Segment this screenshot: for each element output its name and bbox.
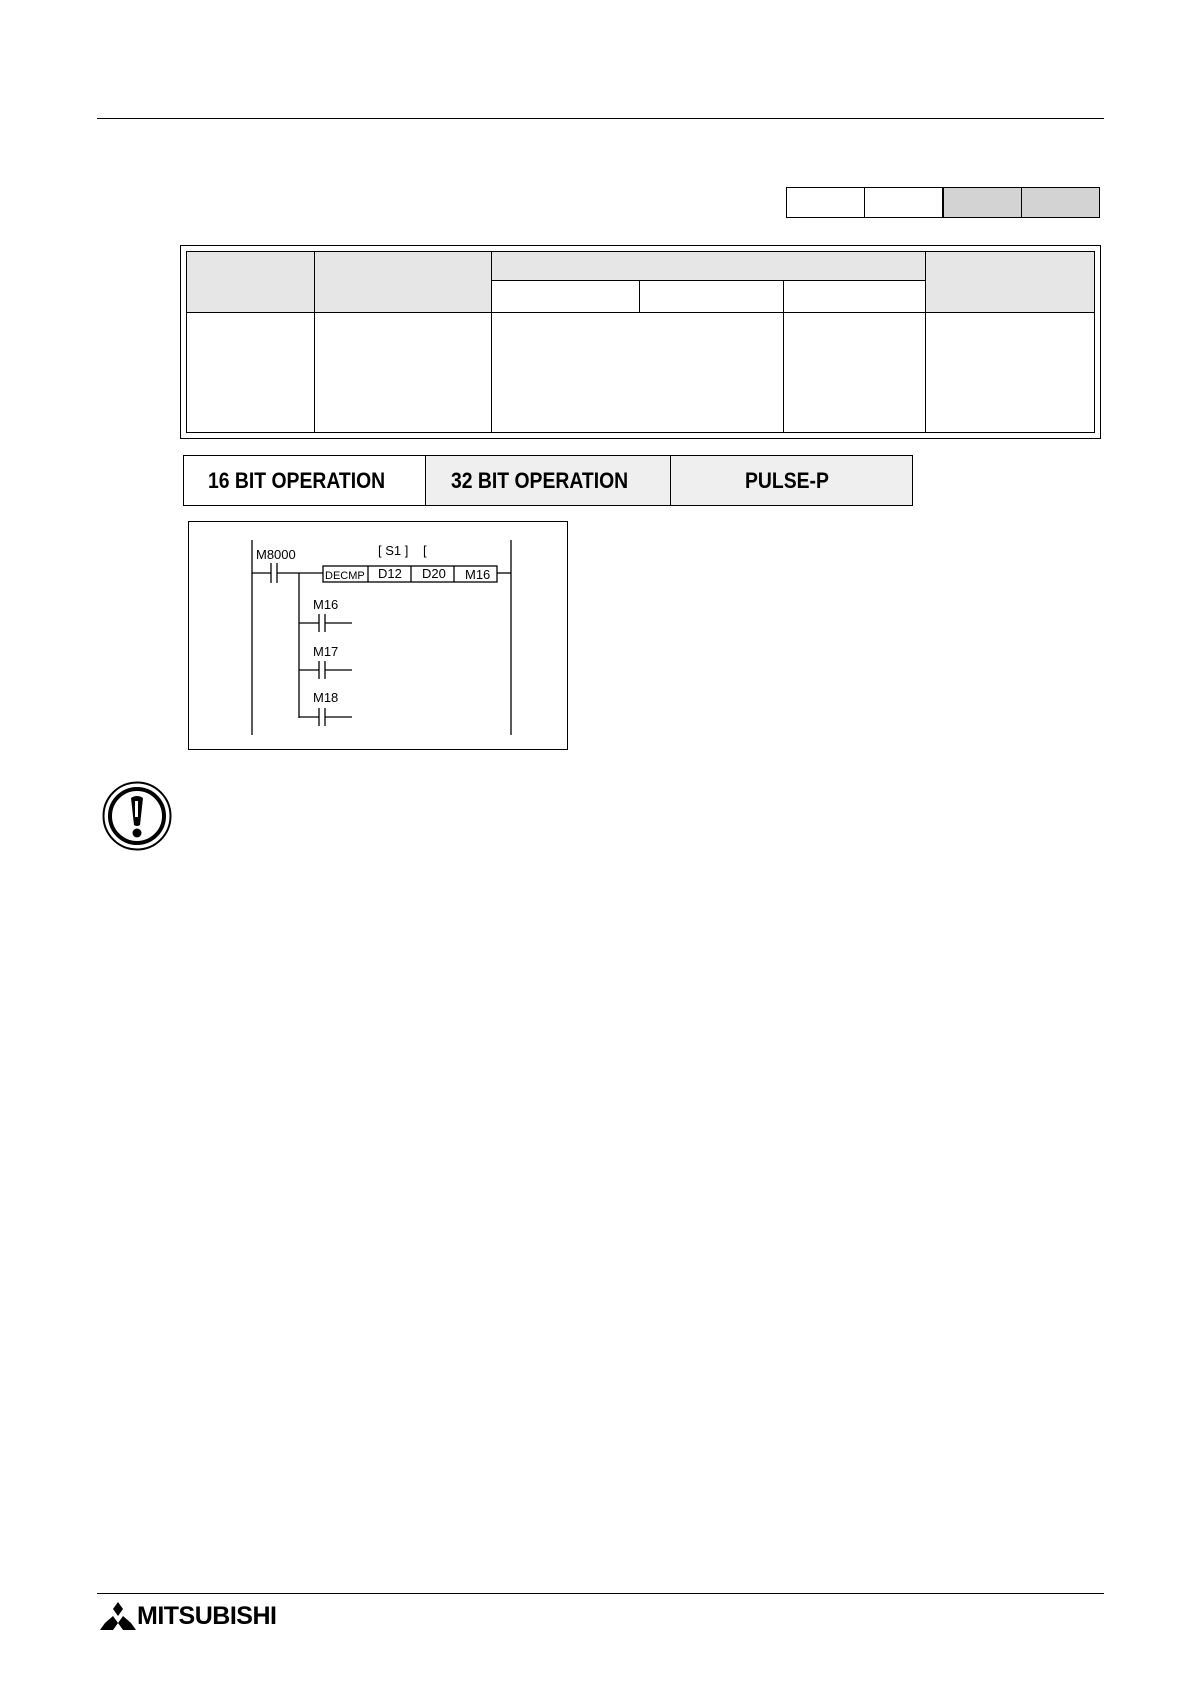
table-subheader-cell	[640, 281, 783, 313]
contact-m17-label: M17	[313, 644, 339, 659]
operand-table	[180, 245, 1101, 439]
operand-s1-header: [ S1 ]	[378, 543, 409, 558]
op-16bit-cell	[183, 455, 426, 506]
ladder-diagram	[188, 521, 568, 750]
table-subheader-cell	[783, 281, 925, 313]
table-header-cell	[492, 252, 926, 281]
operand1-label: D12	[378, 566, 402, 581]
operand3-label: M16	[465, 567, 491, 582]
table-cell	[783, 313, 925, 433]
applicability-box-3	[943, 187, 1022, 218]
operand2-label: D20	[422, 566, 446, 581]
caution-icon	[102, 781, 172, 851]
table-header-cell	[187, 252, 315, 313]
op-16bit-label: 16 BIT OPERATION	[208, 468, 386, 493]
header-rule	[97, 118, 1104, 119]
contact-m8000-label: M8000	[256, 547, 296, 562]
op-pulse-cell	[670, 455, 913, 506]
footer-rule	[97, 1593, 1104, 1594]
instruction-label: DECMP	[325, 570, 365, 582]
op-pulse-label: PULSE-P	[745, 468, 829, 493]
operand-next-header: [	[423, 543, 427, 558]
table-cell	[925, 313, 1094, 433]
table-cell	[315, 313, 492, 433]
table-header-cell	[315, 252, 492, 313]
applicability-box-4	[1021, 187, 1100, 218]
table-header-cell	[925, 252, 1094, 313]
table-cell	[187, 313, 315, 433]
op-32bit-label: 32 BIT OPERATION	[451, 468, 629, 493]
table-cell	[492, 313, 783, 433]
applicability-box-1	[786, 187, 865, 218]
table-subheader-cell	[492, 281, 640, 313]
contact-m16-label: M16	[313, 597, 339, 612]
logo-text: MITSUBISHI	[137, 1602, 277, 1630]
three-diamonds-icon	[100, 1602, 136, 1630]
contact-m18-label: M18	[313, 690, 339, 705]
ladder-svg	[189, 522, 569, 751]
applicability-box-2	[864, 187, 943, 218]
op-32bit-cell	[425, 455, 671, 506]
mitsubishi-logo	[100, 1602, 280, 1630]
